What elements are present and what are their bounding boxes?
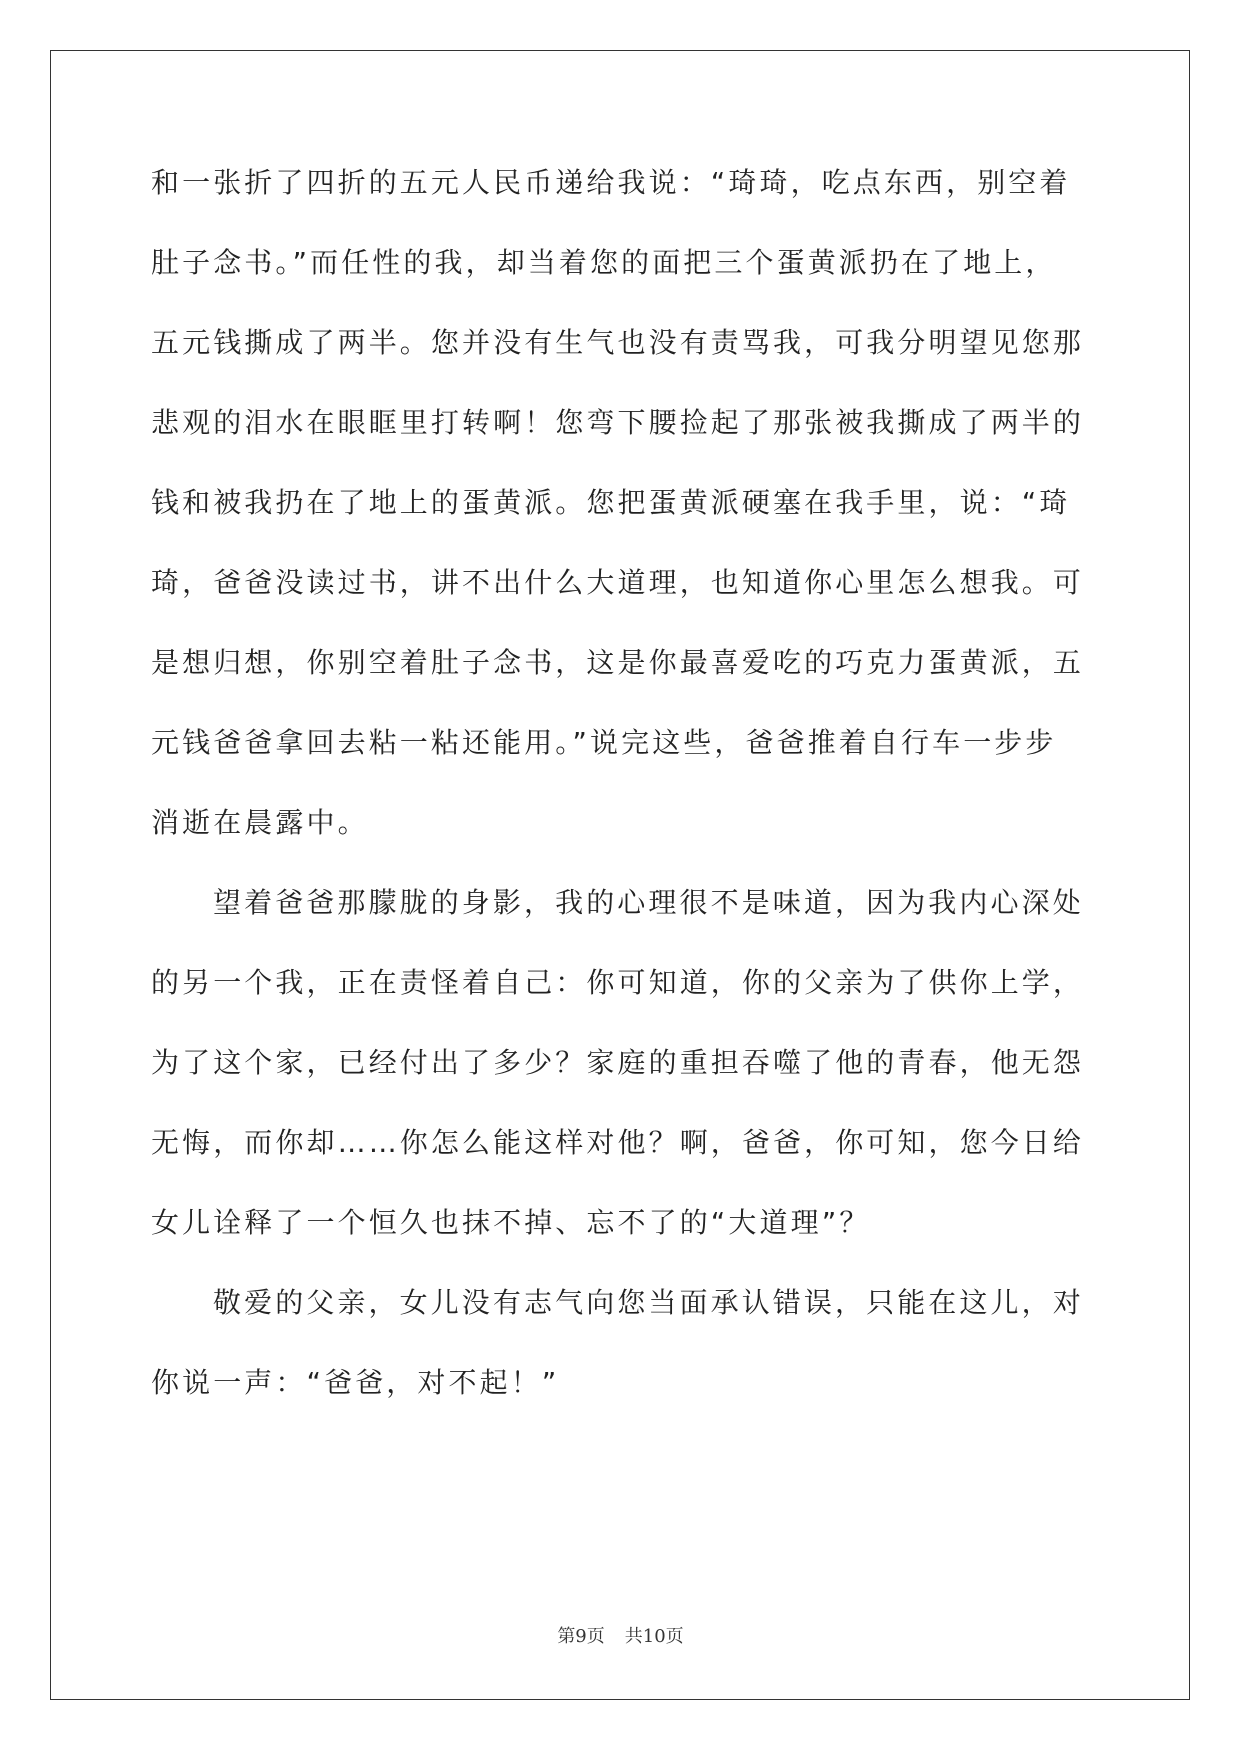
page-total: 共10页: [624, 1626, 684, 1647]
text-line: 琦，爸爸没读过书，讲不出什么大道理，也知道你心里怎么想我。可: [151, 566, 1085, 599]
text-line: 五元钱撕成了两半。您并没有生气也没有责骂我，可我分明望见您那: [151, 326, 1085, 359]
paragraph-start-line: 望着爸爸那朦胧的身影，我的心理很不是味道，因为我内心深处: [213, 886, 1084, 919]
text-line: 消逝在晨露中。: [151, 806, 369, 839]
page-number: 第9页: [557, 1626, 605, 1647]
text-line: 钱和被我扔在了地上的蛋黄派。您把蛋黄派硬塞在我手里，说：“琦: [151, 486, 1071, 519]
text-line: 的另一个我，正在责怪着自己：你可知道，你的父亲为了供你上学，: [151, 966, 1085, 999]
text-line: 为了这个家，已经付出了多少？家庭的重担吞噬了他的青春，他无怨: [151, 1046, 1085, 1079]
text-line: 悲观的泪水在眼眶里打转啊！您弯下腰捡起了那张被我撕成了两半的: [151, 406, 1085, 439]
paragraph-start-line: 敬爱的父亲，女儿没有志气向您当面承认错误，只能在这儿，对: [213, 1286, 1084, 1319]
text-line: 无悔，而你却……你怎么能这样对他？啊，爸爸，你可知，您今日给: [151, 1126, 1085, 1159]
text-line: 你说一声：“爸爸，对不起！”: [151, 1366, 560, 1399]
text-line: 肚子念书。”而任性的我，却当着您的面把三个蛋黄派扔在了地上，: [151, 246, 1057, 279]
document-body: [151, 163, 1091, 1443]
text-line: 是想归想，你别空着肚子念书，这是你最喜爱吃的巧克力蛋黄派，五: [151, 646, 1085, 679]
page-footer: [0, 1622, 1241, 1648]
text-line: 女儿诠释了一个恒久也抹不掉、忘不了的“大道理”？: [151, 1206, 871, 1239]
text-line: 元钱爸爸拿回去粘一粘还能用。”说完这些，爸爸推着自行车一步步: [151, 726, 1057, 759]
text-line: 和一张折了四折的五元人民币递给我说：“琦琦，吃点东西，别空着: [151, 166, 1071, 199]
